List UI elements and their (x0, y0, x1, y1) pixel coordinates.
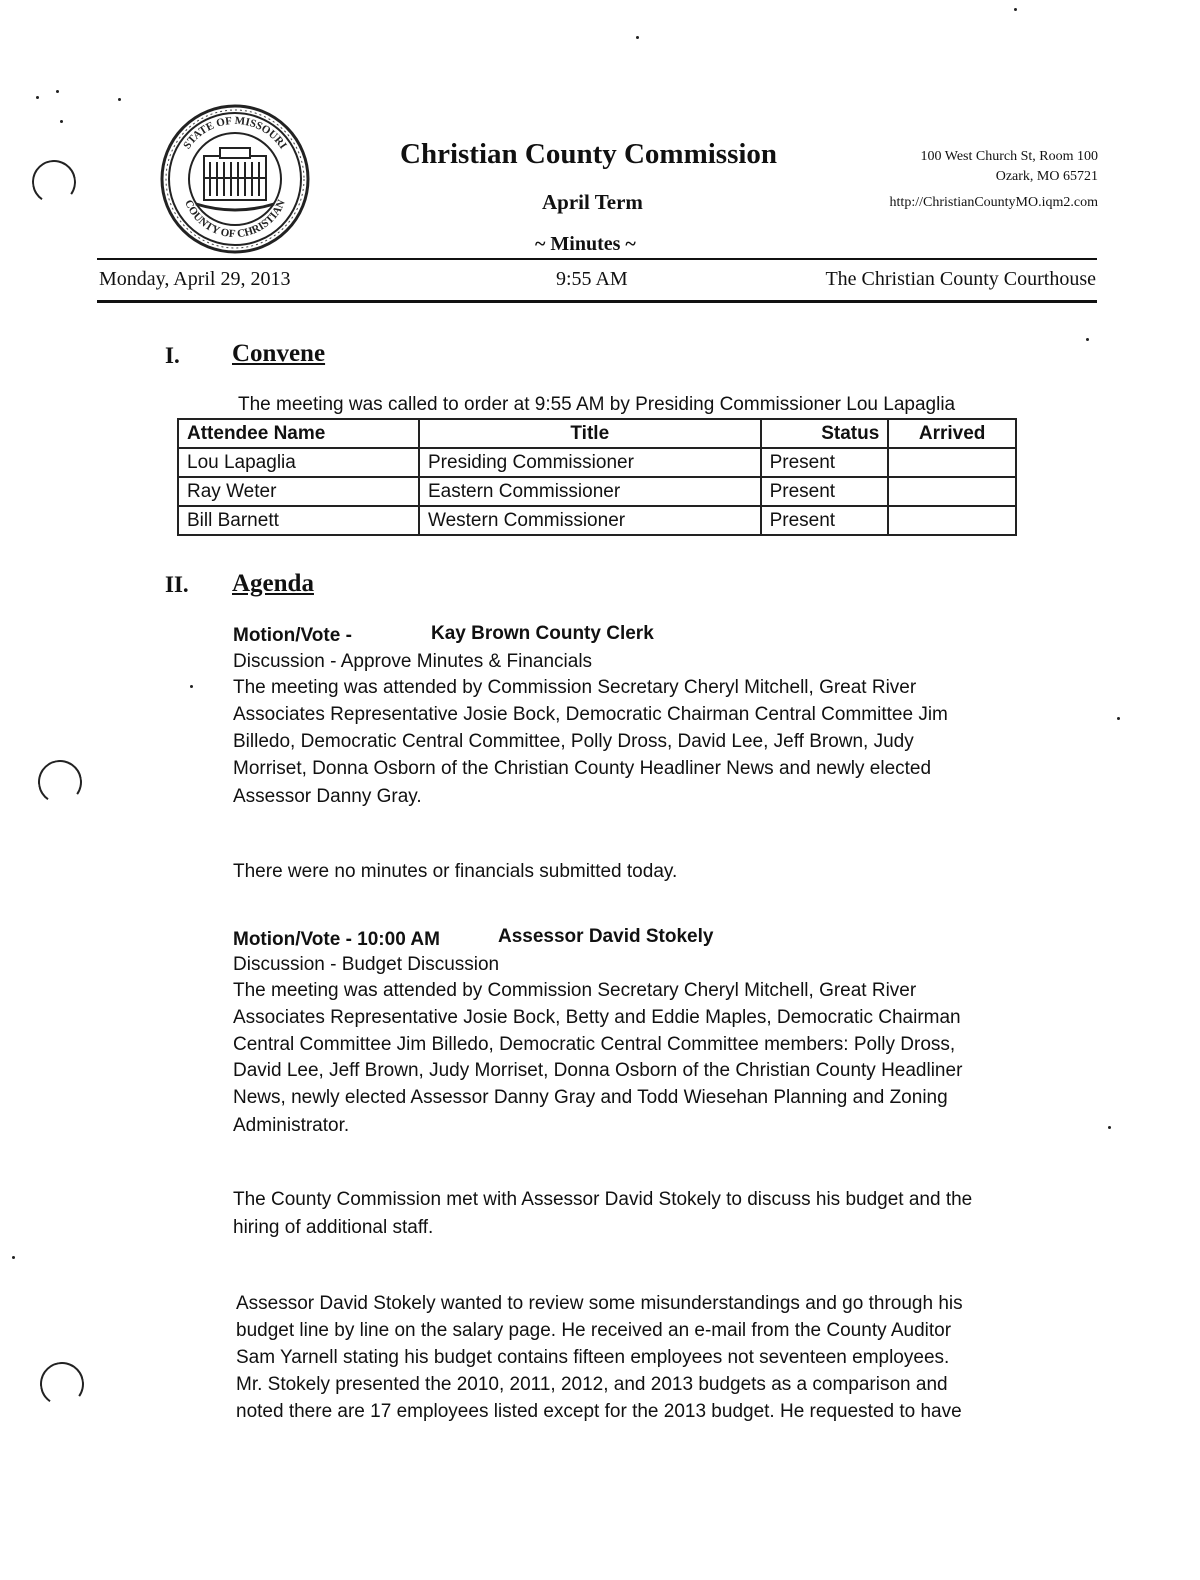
attendee-status: Present (761, 448, 889, 477)
meeting-date: Monday, April 29, 2013 (99, 268, 291, 290)
scan-speck (1086, 338, 1089, 341)
attendee-title: Eastern Commissioner (419, 477, 761, 506)
scan-speck (1117, 717, 1120, 720)
attendee-arrived (888, 506, 1016, 535)
attendee-arrived (888, 448, 1016, 477)
attendance-line: Billedo, Democratic Central Committee, Polly Dross, David Lee, Jeff Brown, Judy (233, 731, 914, 752)
address-line-1: 100 West Church St, Room 100 (920, 149, 1098, 164)
attendance-line: Associates Representative Josie Bock, Democratic Chairman Central Committee Jim (233, 704, 948, 725)
column-header-name: Attendee Name (178, 419, 419, 448)
header-rule-bottom (97, 300, 1097, 303)
attendee-name: Lou Lapaglia (178, 448, 419, 477)
attendance-line: Morriset, Donna Osborn of the Christian County Headliner News and newly elected (233, 758, 932, 779)
scan-speck (56, 90, 59, 93)
attendance-line: Central Committee Jim Billedo, Democratic Central Committee members: Polly Dross, (233, 1034, 956, 1055)
county-seal-logo (160, 104, 310, 254)
attendance-line: The meeting was attended by Commission Secretary Cheryl Mitchell, Great River (233, 980, 917, 1001)
section-title-convene: Convene (232, 340, 326, 367)
column-header-title: Title (419, 419, 761, 448)
attendance-line: David Lee, Jeff Brown, Judy Morriset, Donna Osborn of the Christian County Headliner (233, 1060, 963, 1081)
attendance-line: Assessor Danny Gray. (233, 786, 422, 807)
attendance-line: News, newly elected Assessor Danny Gray and Todd Wiesehan Planning and Zoning (233, 1087, 948, 1108)
scan-speck (60, 120, 63, 123)
section-number: I. (165, 343, 180, 368)
attendee-table (177, 418, 1017, 536)
motion-presenter: Assessor David Stokely (498, 926, 714, 947)
column-header-status: Status (761, 419, 889, 448)
motion-label: Motion/Vote - 10:00 AM (233, 929, 440, 950)
attendee-status: Present (761, 506, 889, 535)
attendance-line: The meeting was attended by Commission Secretary Cheryl Mitchell, Great River (233, 677, 917, 698)
website-link[interactable]: http://ChristianCountyMO.iqm2.com (889, 195, 1098, 210)
motion-label: Motion/Vote - (233, 625, 352, 646)
table-row (178, 506, 1016, 535)
scan-speck (1014, 8, 1017, 11)
attendance-line: Administrator. (233, 1115, 350, 1136)
minutes-label: ~ Minutes ~ (535, 233, 636, 255)
table-header-row (178, 419, 1016, 448)
attendee-title: Presiding Commissioner (419, 448, 761, 477)
motion-presenter: Kay Brown County Clerk (431, 623, 654, 644)
convene-intro: The meeting was called to order at 9:55 AM by Presiding Commissioner Lou Lapaglia (238, 394, 956, 415)
term-label: April Term (542, 190, 643, 214)
scan-speck (190, 685, 193, 688)
address-line-2: Ozark, MO 65721 (995, 169, 1098, 184)
attendee-name: Bill Barnett (178, 506, 419, 535)
paragraph-line: The County Commission met with Assessor David Stokely to discuss his budget and the (233, 1189, 973, 1210)
meeting-time: 9:55 AM (556, 268, 628, 290)
binder-hole (37, 1359, 88, 1410)
scan-speck (118, 98, 121, 101)
attendee-status: Present (761, 477, 889, 506)
table-row (178, 448, 1016, 477)
note-line: There were no minutes or financials submitted today. (233, 861, 678, 882)
meeting-location: The Christian County Courthouse (825, 268, 1096, 290)
paragraph-line: Assessor David Stokely wanted to review some misunderstandings and go through his (236, 1293, 963, 1314)
binder-hole (29, 157, 80, 208)
paragraph-line: Mr. Stokely presented the 2010, 2011, 2012, and 2013 budgets as a comparison and (236, 1374, 948, 1395)
svg-text:COUNTY OF CHRISTIAN: COUNTY OF CHRISTIAN (182, 198, 288, 241)
section-title-agenda: Agenda (232, 570, 314, 597)
attendee-title: Western Commissioner (419, 506, 761, 535)
header-rule-top (97, 258, 1097, 260)
paragraph-line: noted there are 17 employees listed except for the 2013 budget. He requested to have (236, 1401, 962, 1422)
svg-text:STATE OF MISSOURI: STATE OF MISSOURI (181, 114, 289, 152)
scan-speck (636, 36, 639, 39)
attendee-name: Ray Weter (178, 477, 419, 506)
table-row (178, 477, 1016, 506)
paragraph-line: hiring of additional staff. (233, 1217, 434, 1238)
binder-hole (35, 757, 86, 808)
paragraph-line: budget line by line on the salary page. He received an e-mail from the County Auditor (236, 1320, 952, 1341)
scan-speck (36, 96, 39, 99)
scan-speck (1108, 1126, 1111, 1129)
attendance-line: Associates Representative Josie Bock, Betty and Eddie Maples, Democratic Chairman (233, 1007, 961, 1028)
scan-speck (12, 1256, 15, 1259)
discussion-label: Discussion - Budget Discussion (233, 954, 500, 975)
commission-title: Christian County Commission (400, 138, 778, 170)
attendee-arrived (888, 477, 1016, 506)
section-number: II. (165, 572, 189, 597)
column-header-arrived: Arrived (888, 419, 1016, 448)
discussion-label: Discussion - Approve Minutes & Financials (233, 651, 593, 672)
paragraph-line: Sam Yarnell stating his budget contains fifteen employees not seventeen employees. (236, 1347, 950, 1368)
